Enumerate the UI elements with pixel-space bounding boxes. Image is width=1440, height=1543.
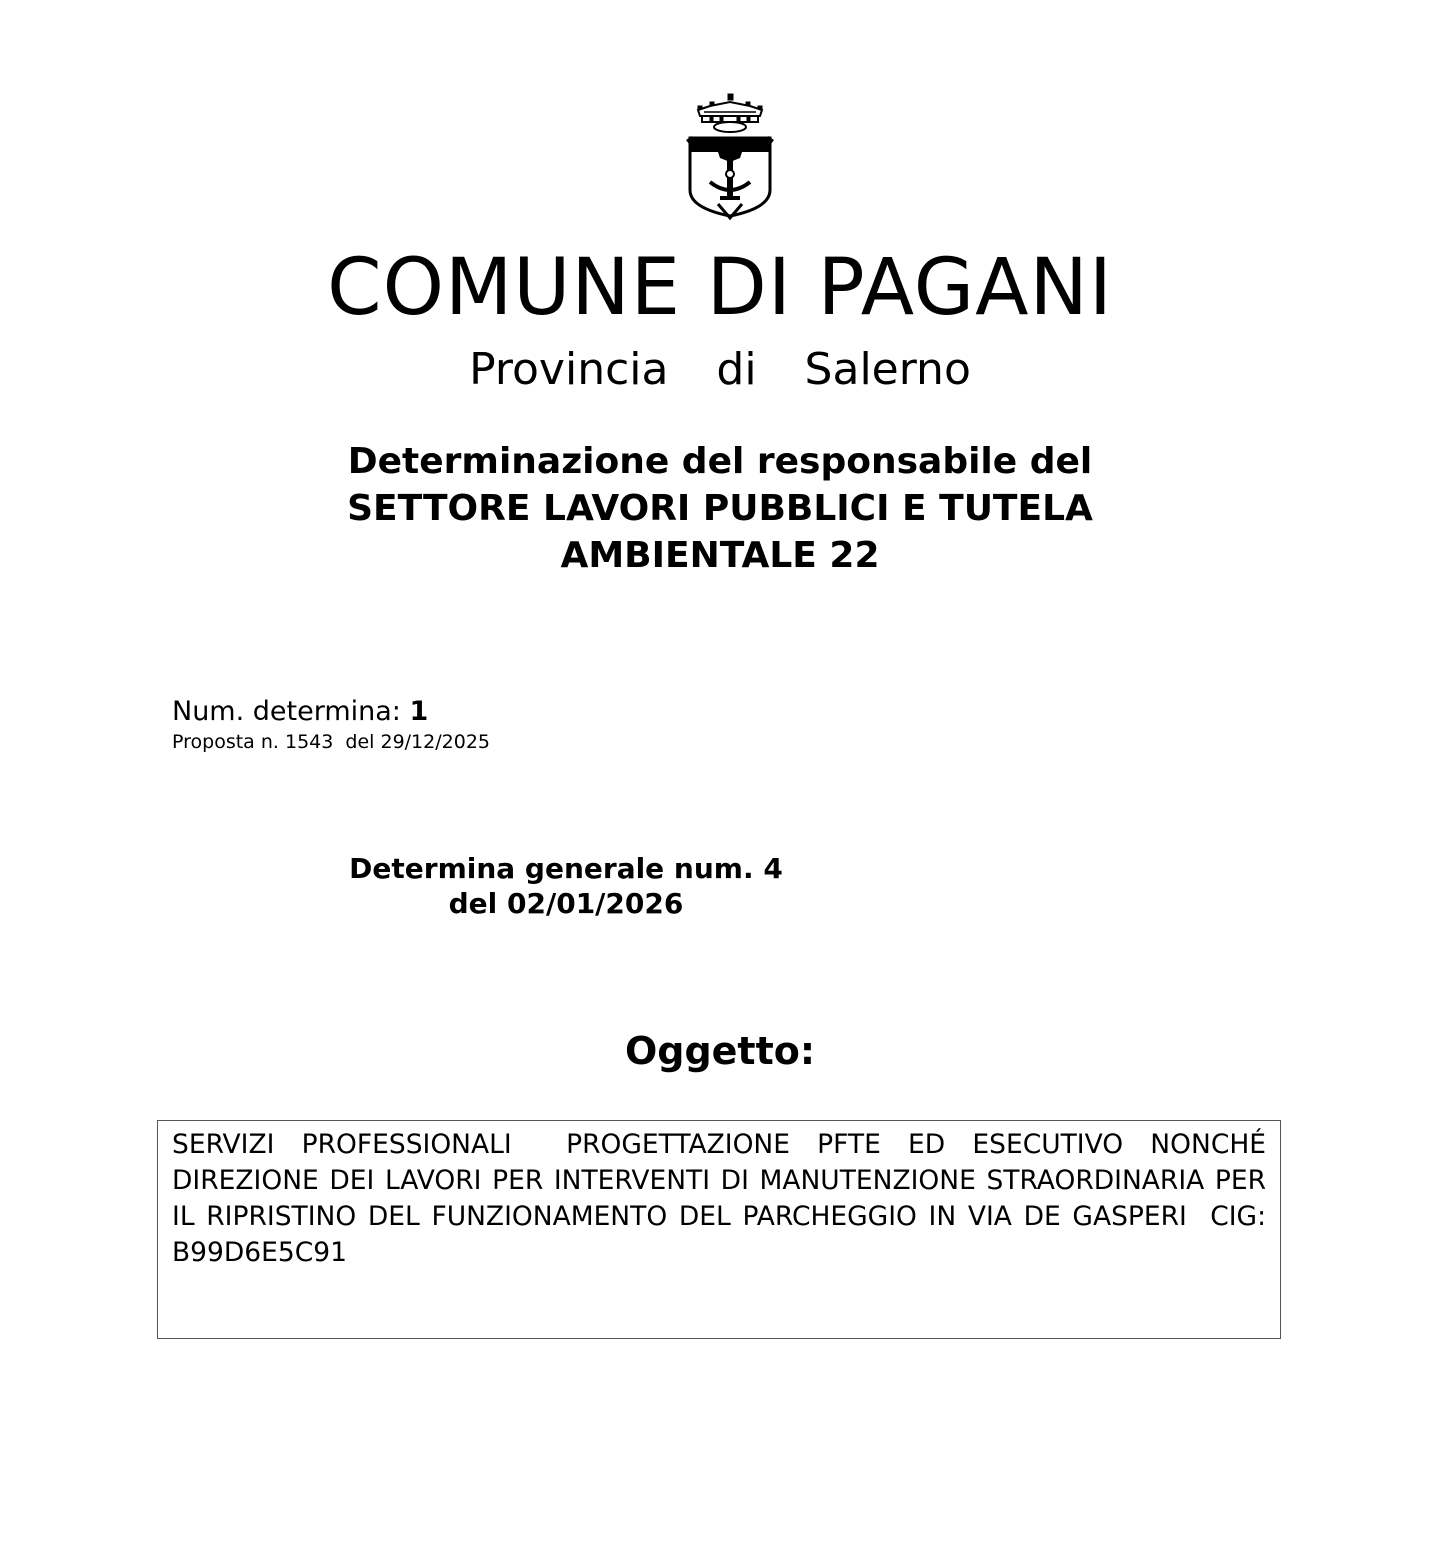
coat-of-arms-icon xyxy=(680,90,780,222)
document-heading xyxy=(240,438,1200,579)
oggetto-box xyxy=(157,1120,1281,1339)
heading-line: SETTORE LAVORI PUBBLICI E TUTELA xyxy=(347,488,1093,529)
page-title: COMUNE DI PAGANI xyxy=(327,243,1113,333)
determina-generale xyxy=(330,851,802,921)
proposta-line: Proposta n. 1543 del 29/12/2025 xyxy=(172,731,490,753)
generale-date: del 02/01/2026 xyxy=(448,887,684,920)
num-determina xyxy=(172,695,490,729)
oggetto-label: Oggetto: xyxy=(624,1029,816,1073)
num-determina-value: 1 xyxy=(409,696,429,727)
generale-line: Determina generale num. 4 xyxy=(349,852,783,885)
determina-info xyxy=(172,695,490,755)
oggetto-text: SERVIZI PROFESSIONALI PROGETTAZIONE PFTE ED ESECUTIVO NONCHÉ DIREZIONE DEI LAVORI PER INTERVENTI DI MANUTENZIONE STRAORDINARIA PER IL RIPRISTINO DEL FUNZIONAMENTO DEL PARCHEGGIO IN VIA DE GASPERI CIG: B99D6E5C91 xyxy=(172,1129,1275,1268)
heading-line: AMBIENTALE 22 xyxy=(560,535,880,576)
province-subtitle: Provincia di Salerno xyxy=(469,344,971,395)
num-determina-label: Num. determina: xyxy=(172,696,410,727)
heading-line: Determinazione del responsabile del xyxy=(347,441,1093,482)
